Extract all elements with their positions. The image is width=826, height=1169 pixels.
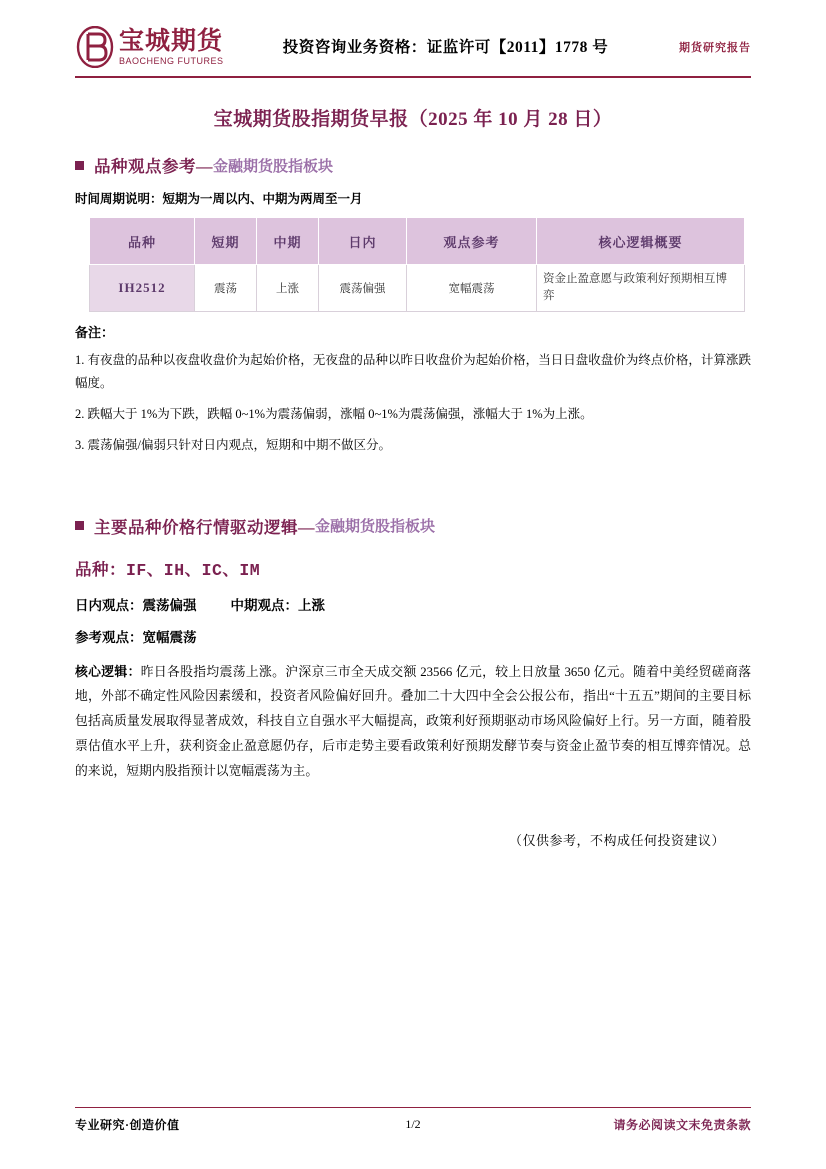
page-header (75, 0, 751, 74)
cell-view-reference: 宽幅震荡 (407, 265, 537, 312)
remark-title: 备注： (75, 325, 115, 340)
table-row (90, 265, 745, 312)
reference-view-label: 参考观点： (75, 629, 143, 645)
col-short-term: 短期 (195, 218, 257, 265)
table-header-row (90, 218, 745, 265)
report-type-label: 期货研究报告 (679, 42, 751, 54)
footer-slogan: 专业研究·创造价值 (75, 1118, 180, 1132)
section2-heading-sub: 金融期货股指板块 (315, 519, 436, 535)
core-logic-text: 昨日各股指均震荡上涨。沪深京三市全天成交额 23566 亿元，较上日放量 3650 亿元。随着中美经贸磋商落地，外部不确定性风险因素缓和，投资者风险偏好回升。叠加二十大四中全会公报公布，指出“十五五”期间的主要目标包括高质量发展取得显著成效，科技自立自强水平大幅提高，政策利好预期驱动市场风险偏好上行。另一方面，随着股票估值水平上升，获利资金止盈意愿仍存，后市走势主要看政策利好预期发酵节奏与资金止盈节奏的相互博弈情况。总的来说，短期内股指预计以宽幅震荡为主。 (75, 664, 751, 779)
section2-heading-main: 主要品种价格行情驱动逻辑— (94, 517, 315, 537)
core-logic-label: 核心逻辑： (75, 664, 141, 679)
mid-view-label: 中期观点： (230, 597, 298, 613)
col-mid-term: 中期 (257, 218, 319, 265)
cell-intraday: 震荡偏强 (319, 265, 407, 312)
section1-heading-sub: 金融期货股指板块 (213, 158, 334, 175)
company-logo (75, 26, 260, 68)
core-logic-paragraph (75, 660, 751, 785)
col-intraday: 日内 (319, 218, 407, 265)
mid-view-value: 上涨 (298, 597, 325, 613)
reference-view-row (75, 626, 751, 646)
page-title: 宝城期货股指期货早报（2025 年 10 月 28 日） (213, 109, 613, 130)
footer-divider (75, 1107, 751, 1108)
square-bullet-icon (75, 521, 84, 530)
intraday-and-mid-view-row (75, 594, 751, 614)
col-variety: 品种 (90, 218, 195, 265)
reference-view-value: 宽幅震荡 (142, 629, 197, 645)
cell-short-term: 震荡 (195, 265, 257, 312)
cell-mid-term: 上涨 (257, 265, 319, 312)
cell-core-logic: 资金止盈意愿与政策利好预期相互博弈 (537, 265, 745, 312)
footer-disclaimer-link: 请务必阅读文末免责条款 (613, 1118, 751, 1132)
col-core-logic: 核心逻辑概要 (537, 218, 745, 265)
variety-list: 品种：IF、IH、IC、IM (75, 560, 261, 580)
page-footer (75, 1107, 751, 1133)
logo-chinese-name: 宝城期货 (119, 27, 224, 55)
baocheng-logo-icon (75, 26, 115, 68)
remark-item-2: 2. 跌幅大于 1%为下跌，跌幅 0~1%为震荡偏弱，涨幅 0~1%为震荡偏强，涨幅大于 1%为上涨。 (75, 407, 593, 422)
disclaimer-note: （仅供参考，不构成任何投资建议） (508, 833, 725, 849)
cell-variety-name: IH2512 (90, 265, 195, 312)
section-heading-price-logic (75, 514, 751, 538)
remark-item-1: 1. 有夜盘的品种以夜盘收盘价为起始价格，无夜盘的品种以昨日收盘价为起始价格，当日日盘收盘价为终点价格，计算涨跌幅度。 (75, 353, 751, 391)
intraday-view-label: 日内观点： (75, 597, 143, 613)
logo-english-name: BAOCHENG FUTURES (119, 55, 224, 66)
intraday-view-value: 震荡偏强 (142, 597, 197, 613)
remark-item-3: 3. 震荡偏强/偏弱只针对日内观点，短期和中期不做区分。 (75, 438, 391, 453)
page-number: 1/2 (405, 1117, 421, 1131)
header-divider (75, 76, 751, 78)
section-heading-variety-view (75, 153, 751, 177)
section1-heading-main: 品种观点参考— (94, 157, 213, 176)
period-note: 时间周期说明：短期为一周以内、中期为两周至一月 (75, 192, 363, 206)
square-bullet-icon (75, 161, 84, 170)
license-text: 投资咨询业务资格：证监许可【2011】1778 号 (282, 39, 609, 56)
variety-view-table (89, 217, 745, 312)
col-view-reference: 观点参考 (407, 218, 537, 265)
